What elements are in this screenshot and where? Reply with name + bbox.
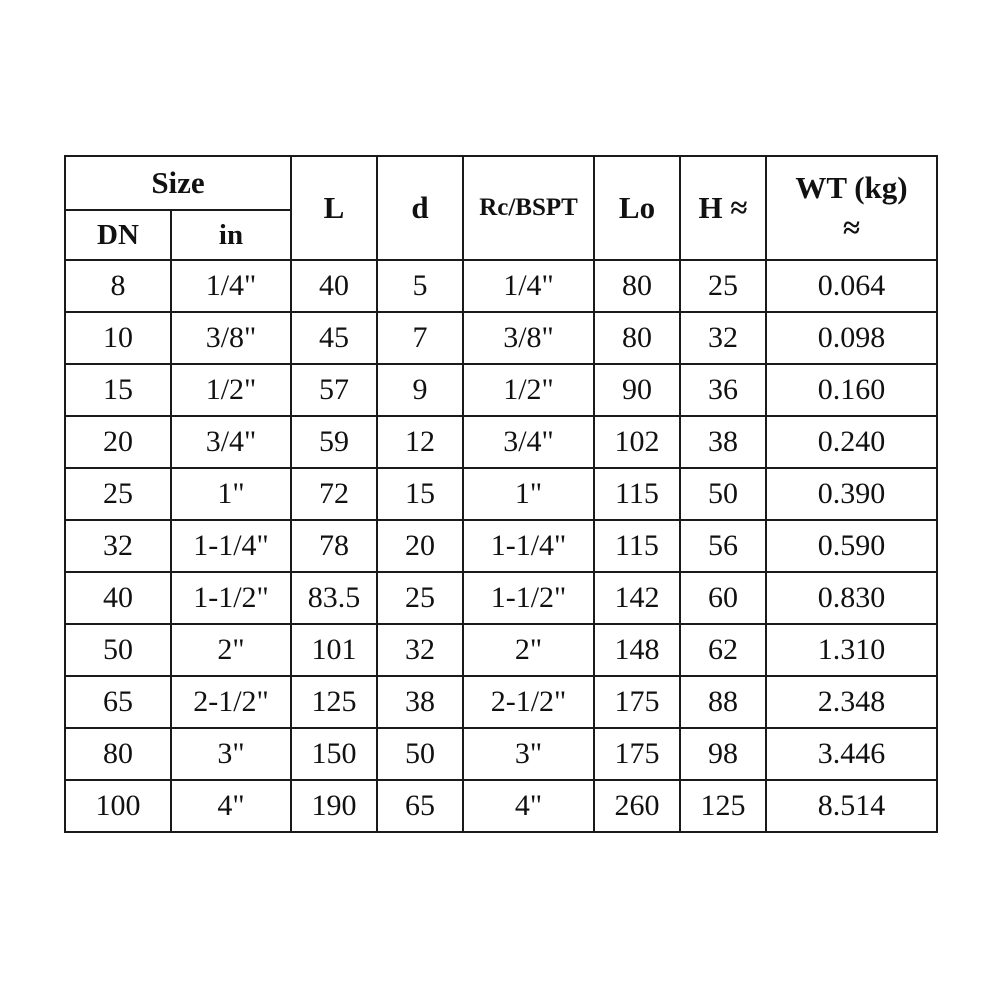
cell-d: 38 [377, 676, 463, 728]
cell-d: 12 [377, 416, 463, 468]
cell-in: 3/8" [171, 312, 291, 364]
header-wt [766, 156, 937, 260]
cell-l: 150 [291, 728, 377, 780]
cell-d: 7 [377, 312, 463, 364]
cell-in: 2-1/2" [171, 676, 291, 728]
cell-wt: 0.590 [766, 520, 937, 572]
cell-wt: 0.830 [766, 572, 937, 624]
cell-d: 32 [377, 624, 463, 676]
cell-dn: 80 [65, 728, 171, 780]
cell-in: 1-1/2" [171, 572, 291, 624]
cell-rc-bspt: 1-1/2" [463, 572, 594, 624]
cell-dn: 25 [65, 468, 171, 520]
cell-dn: 8 [65, 260, 171, 312]
table-row [65, 572, 937, 624]
cell-wt: 0.098 [766, 312, 937, 364]
cell-l: 45 [291, 312, 377, 364]
cell-in: 4" [171, 780, 291, 832]
cell-lo: 115 [594, 520, 680, 572]
cell-h: 62 [680, 624, 766, 676]
cell-in: 2" [171, 624, 291, 676]
cell-l: 57 [291, 364, 377, 416]
cell-lo: 115 [594, 468, 680, 520]
cell-in: 1" [171, 468, 291, 520]
cell-dn: 10 [65, 312, 171, 364]
cell-lo: 260 [594, 780, 680, 832]
cell-rc-bspt: 2" [463, 624, 594, 676]
cell-dn: 65 [65, 676, 171, 728]
cell-h: 32 [680, 312, 766, 364]
table-row [65, 520, 937, 572]
cell-h: 125 [680, 780, 766, 832]
header-h: H ≈ [680, 156, 766, 260]
table-row [65, 468, 937, 520]
cell-rc-bspt: 1-1/4" [463, 520, 594, 572]
header-rc-bspt: Rc/BSPT [463, 156, 594, 260]
cell-d: 5 [377, 260, 463, 312]
cell-lo: 175 [594, 676, 680, 728]
cell-h: 98 [680, 728, 766, 780]
table-row [65, 780, 937, 832]
header-lo: Lo [594, 156, 680, 260]
cell-d: 65 [377, 780, 463, 832]
cell-h: 36 [680, 364, 766, 416]
cell-h: 88 [680, 676, 766, 728]
cell-dn: 40 [65, 572, 171, 624]
header-in: in [171, 210, 291, 260]
cell-wt: 0.240 [766, 416, 937, 468]
cell-lo: 80 [594, 312, 680, 364]
cell-in: 1/4" [171, 260, 291, 312]
cell-lo: 102 [594, 416, 680, 468]
cell-lo: 90 [594, 364, 680, 416]
cell-wt: 0.064 [766, 260, 937, 312]
header-l: L [291, 156, 377, 260]
cell-in: 1/2" [171, 364, 291, 416]
cell-l: 72 [291, 468, 377, 520]
cell-h: 25 [680, 260, 766, 312]
cell-rc-bspt: 1/2" [463, 364, 594, 416]
cell-d: 25 [377, 572, 463, 624]
cell-l: 125 [291, 676, 377, 728]
cell-rc-bspt: 1" [463, 468, 594, 520]
cell-rc-bspt: 4" [463, 780, 594, 832]
cell-l: 83.5 [291, 572, 377, 624]
cell-wt: 3.446 [766, 728, 937, 780]
cell-wt: 1.310 [766, 624, 937, 676]
table-row [65, 676, 937, 728]
cell-wt: 8.514 [766, 780, 937, 832]
table-row [65, 416, 937, 468]
cell-dn: 50 [65, 624, 171, 676]
header-row-top [65, 156, 937, 210]
cell-rc-bspt: 3" [463, 728, 594, 780]
cell-wt: 2.348 [766, 676, 937, 728]
header-wt-approx: ≈ [842, 210, 860, 245]
spec-table [64, 155, 938, 833]
cell-lo: 80 [594, 260, 680, 312]
cell-h: 38 [680, 416, 766, 468]
cell-l: 190 [291, 780, 377, 832]
cell-lo: 175 [594, 728, 680, 780]
cell-l: 101 [291, 624, 377, 676]
header-size: Size [65, 156, 291, 210]
cell-rc-bspt: 3/4" [463, 416, 594, 468]
header-d: d [377, 156, 463, 260]
cell-h: 60 [680, 572, 766, 624]
cell-dn: 20 [65, 416, 171, 468]
cell-l: 78 [291, 520, 377, 572]
cell-in: 3/4" [171, 416, 291, 468]
cell-d: 15 [377, 468, 463, 520]
table-row [65, 312, 937, 364]
cell-h: 50 [680, 468, 766, 520]
cell-d: 9 [377, 364, 463, 416]
cell-wt: 0.390 [766, 468, 937, 520]
cell-l: 59 [291, 416, 377, 468]
cell-rc-bspt: 1/4" [463, 260, 594, 312]
table-row [65, 624, 937, 676]
cell-wt: 0.160 [766, 364, 937, 416]
cell-in: 1-1/4" [171, 520, 291, 572]
table-row [65, 364, 937, 416]
cell-rc-bspt: 2-1/2" [463, 676, 594, 728]
cell-in: 3" [171, 728, 291, 780]
cell-lo: 142 [594, 572, 680, 624]
table-row [65, 260, 937, 312]
cell-rc-bspt: 3/8" [463, 312, 594, 364]
table-body [65, 260, 937, 832]
cell-h: 56 [680, 520, 766, 572]
header-wt-label: WT (kg) [795, 170, 908, 205]
header-dn: DN [65, 210, 171, 260]
cell-dn: 32 [65, 520, 171, 572]
cell-d: 50 [377, 728, 463, 780]
cell-dn: 100 [65, 780, 171, 832]
table-row [65, 728, 937, 780]
cell-d: 20 [377, 520, 463, 572]
cell-l: 40 [291, 260, 377, 312]
cell-dn: 15 [65, 364, 171, 416]
cell-lo: 148 [594, 624, 680, 676]
